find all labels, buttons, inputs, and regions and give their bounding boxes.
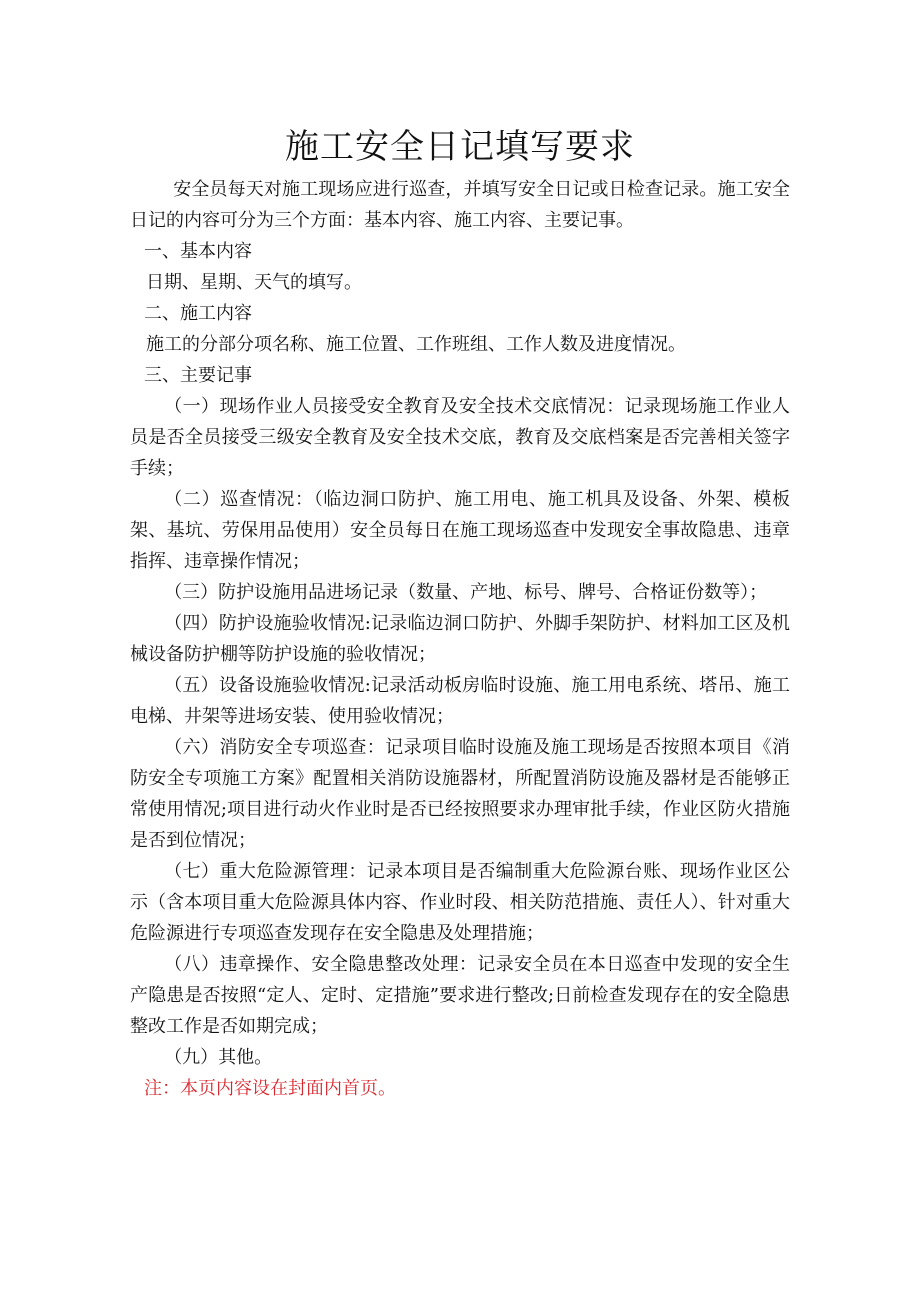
document-body bbox=[130, 174, 790, 1104]
item-6: （六）消防安全专项巡查：记录项目临时设施及施工现场是否按照本项目《消防安全专项施工方案》配置相关消防设施器材，所配置消防设施及器材是否能够正常使用情况;项目进行动火作业时是否已经按照要求办理审批手续，作业区防火措施是否到位情况； bbox=[130, 737, 790, 851]
item-9: （九）其他。 bbox=[164, 1047, 273, 1068]
section-text-basic: 日期、星期、天气的填写。 bbox=[146, 272, 362, 293]
item-8: （八）违章操作、安全隐患整改处理：记录安全员在本日巡查中发现的安全生产隐患是否按照“定人、定时、定措施”要求进行整改;日前检查发现存在的安全隐患整改工作是否如期完成； bbox=[130, 954, 790, 1037]
item-1: （一）现场作业人员接受安全教育及安全技术交底情况：记录现场施工作业人员是否全员接受三级安全教育及安全技术交底，教育及交底档案是否完善相关签字手续； bbox=[130, 396, 790, 479]
item-3: （三）防护设施用品进场记录（数量、产地、标号、牌号、合格证份数等）； bbox=[164, 582, 768, 603]
intro-paragraph: 安全员每天对施工现场应进行巡查，并填写安全日记或日检查记录。施工安全日记的内容可分为三个方面：基本内容、施工内容、主要记事。 bbox=[130, 179, 790, 231]
section-heading-construction: 二、施工内容 bbox=[144, 303, 252, 324]
section-text-construction: 施工的分部分项名称、施工位置、工作班组、工作人数及进度情况。 bbox=[146, 334, 686, 355]
item-4: （四）防护设施验收情况:记录临边洞口防护、外脚手架防护、材料加工区及机械设备防护棚等防护设施的验收情况； bbox=[130, 613, 790, 665]
item-5: （五）设备设施验收情况:记录活动板房临时设施、施工用电系统、塔吊、施工电梯、井架等进场安装、使用验收情况； bbox=[130, 675, 790, 727]
section-heading-main-events: 三、主要记事 bbox=[144, 365, 252, 386]
section-heading-basic: 一、基本内容 bbox=[144, 241, 252, 262]
footnote: 注：本页内容设在封面内首页。 bbox=[144, 1078, 396, 1099]
item-2: （二）巡查情况：（临边洞口防护、施工用电、施工机具及设备、外架、模板架、基坑、劳保用品使用）安全员每日在施工现场巡查中发现安全事故隐患、违章指挥、违章操作情况； bbox=[130, 489, 790, 572]
document-title: 施工安全日记填写要求 bbox=[285, 127, 635, 167]
item-7: （七）重大危险源管理：记录本项目是否编制重大危险源台账、现场作业区公示（含本项目重大危险源具体内容、作业时段、相关防范措施、责任人）、针对重大危险源进行专项巡查发现存在安全隐患及处理措施； bbox=[130, 861, 790, 944]
